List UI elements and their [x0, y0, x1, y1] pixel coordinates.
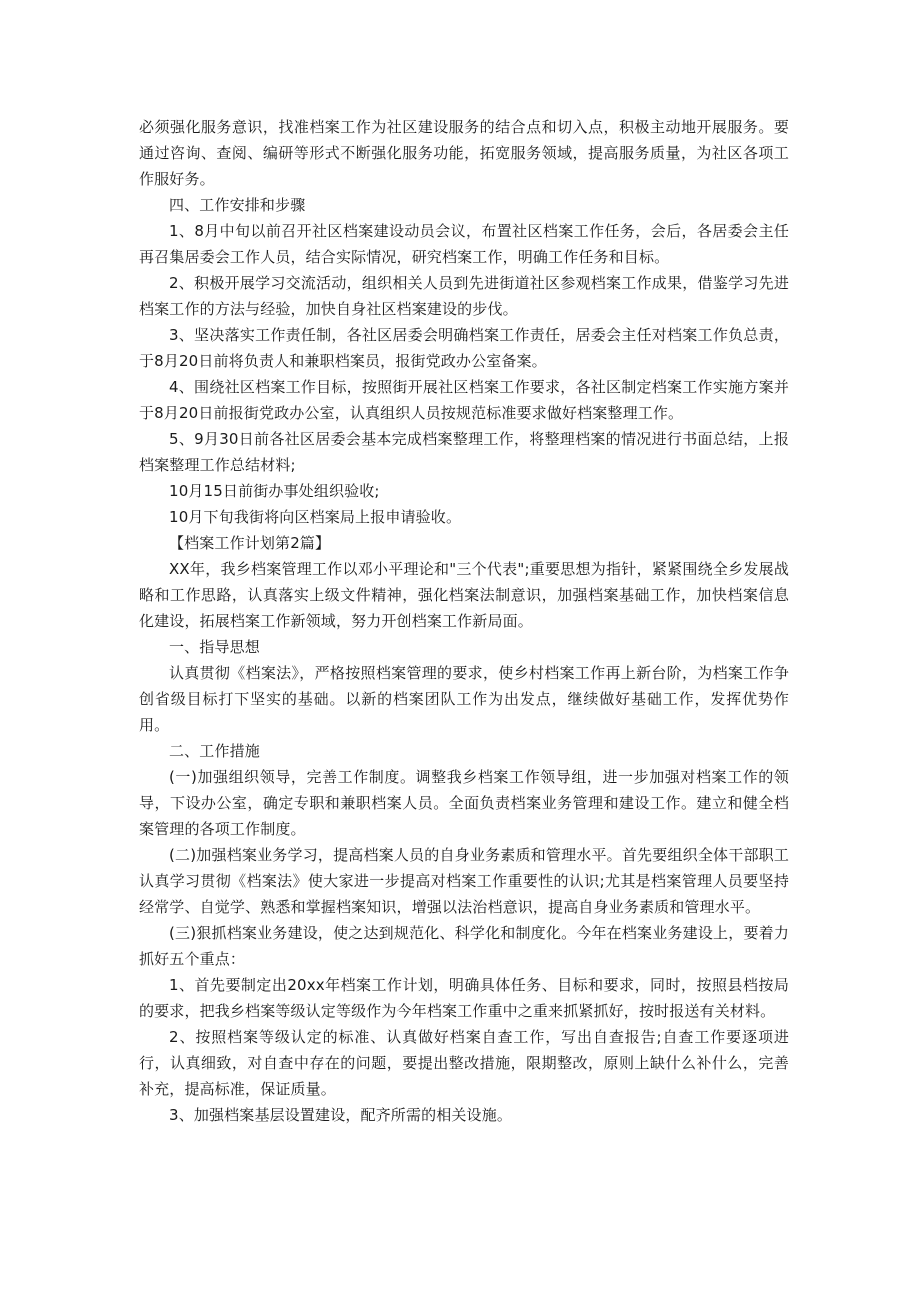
- paragraph-measure-1: (一)加强组织领导，完善工作制度。调整我乡档案工作领导组，进一步加强对档案工作的领导，下设办公室，确定专职和兼职档案人员。全面负责档案业务管理和建设工作。建立和健全档案管理的各项工作制度。: [139, 768, 789, 838]
- heading-guiding-ideology: 一、指导思想: [169, 638, 260, 656]
- paragraph-guiding-ideology: 认真贯彻《档案法》，严格按照档案管理的要求，使乡村档案工作再上新台阶，为档案工作争创省级目标打下坚实的基础。以新的档案团队工作为出发点，继续做好基础工作，发挥优势作用。: [139, 664, 789, 734]
- paragraph-focus-3: 3、加强档案基层设置建设，配齐所需的相关设施。: [169, 1106, 512, 1124]
- paragraph-step-1: 1、8月中旬以前召开社区档案建设动员会议，布置社区档案工作任务，会后，各居委会主任再召集居委会工作人员，结合实际情况，研究档案工作，明确工作任务和目标。: [139, 222, 789, 266]
- paragraph-focus-2: 2、按照档案等级认定的标准、认真做好档案自查工作，写出自查报告;自查工作要逐项进行，认真细致，对自查中存在的问题，要提出整改措施，限期整改，原则上缺什么补什么，完善补充，提高标准，保证质量。: [139, 1028, 789, 1098]
- paragraph-step-2: 2、积极开展学习交流活动，组织相关人员到先进街道社区参观档案工作成果，借鉴学习先进档案工作的方法与经验，加快自身社区档案建设的步伐。: [139, 274, 789, 318]
- document-body: [139, 114, 789, 1128]
- heading-work-arrangement: 四、工作安排和步骤: [169, 196, 306, 214]
- paragraph-focus-1: 1、首先要制定出20xx年档案工作计划，明确具体任务、目标和要求，同时，按照县档按局的要求，把我乡档案等级认定等级作为今年档案工作重中之重来抓紧抓好，按时报送有关材料。: [139, 976, 789, 1020]
- paragraph-step-4: 4、围绕社区档案工作目标，按照街开展社区档案工作要求，各社区制定档案工作实施方案并于8月20日前报街党政办公室，认真组织人员按规范标准要求做好档案整理工作。: [139, 378, 789, 422]
- section-title-part-2: 【档案工作计划第2篇】: [169, 534, 331, 552]
- paragraph-intro-part-2: XX年，我乡档案管理工作以邓小平理论和"三个代表";重要思想为指针，紧紧围绕全乡发展战略和工作思路，认真落实上级文件精神，强化档案法制意识，加强档案基础工作，加快档案信息化建设，拓展档案工作新领域，努力开创档案工作新局面。: [139, 560, 789, 630]
- paragraph-late-oct: 10月下旬我街将向区档案局上报申请验收。: [169, 508, 462, 526]
- paragraph-step-5: 5、9月30日前各社区居委会基本完成档案整理工作，将整理档案的情况进行书面总结，上报档案整理工作总结材料;: [139, 430, 789, 474]
- paragraph-service-awareness: 必须强化服务意识，找准档案工作为社区建设服务的结合点和切入点，积极主动地开展服务。要通过咨询、查阅、编研等形式不断强化服务功能，拓宽服务领域，提高服务质量，为社区各项工作服好务。: [139, 118, 789, 188]
- paragraph-measure-2: (二)加强档案业务学习，提高档案人员的自身业务素质和管理水平。首先要组织全体干部职工认真学习贯彻《档案法》使大家进一步提高对档案工作重要性的认识;尤其是档案管理人员要坚持经常学、自觉学、熟悉和掌握档案知识，增强以法治档意识，提高自身业务素质和管理水平。: [139, 846, 789, 916]
- paragraph-measure-3: (三)狠抓档案业务建设，使之达到规范化、科学化和制度化。今年在档案业务建设上，要着力抓好五个重点：: [139, 924, 789, 968]
- paragraph-step-3: 3、坚决落实工作责任制，各社区居委会明确档案工作责任，居委会主任对档案工作负总责，于8月20日前将负责人和兼职档案员，报街党政办公室备案。: [139, 326, 789, 370]
- heading-work-measures: 二、工作措施: [169, 742, 260, 760]
- paragraph-oct-15: 10月15日前街办事处组织验收;: [169, 482, 380, 500]
